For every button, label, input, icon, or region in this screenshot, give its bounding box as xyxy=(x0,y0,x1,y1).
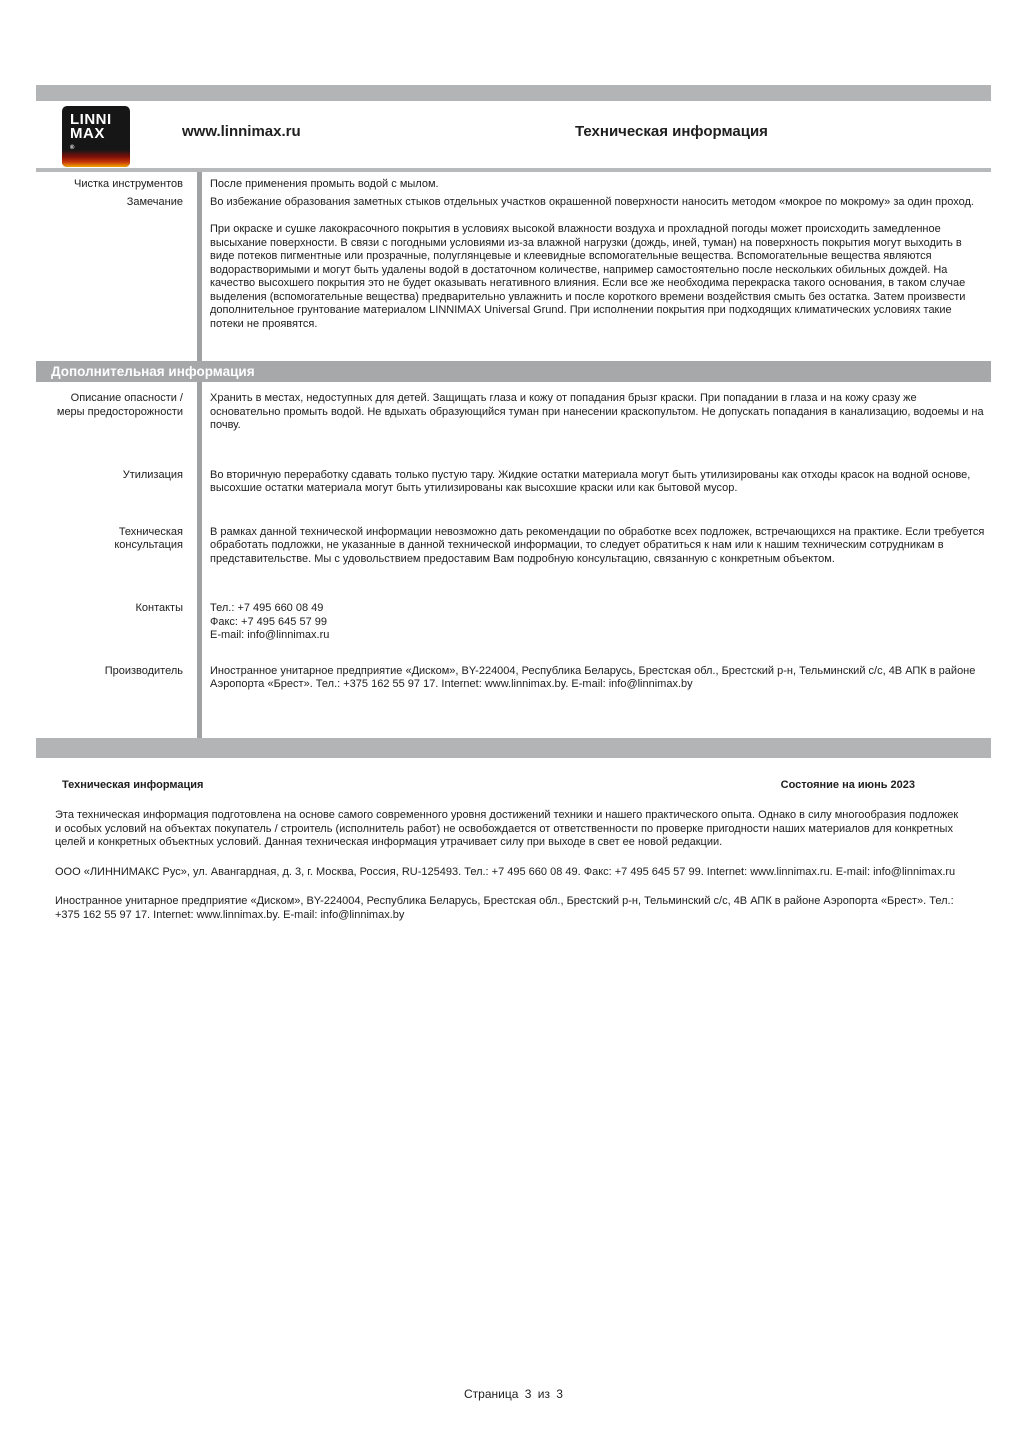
table-row-hazard xyxy=(36,392,991,433)
contact-email: E-mail: info@linnimax.ru xyxy=(210,629,330,641)
footer-company-ru: ООО «ЛИННИМАКС Рус», ул. Авангардная, д. 3, г. Москва, Россия, RU-125493. Тел.: +7 495 660 08 49. Факс: +7 495 645 57 99. Internet: www.linnimax.ru. E-mail: info@linnimax.ru xyxy=(55,865,956,878)
paragraph: Во избежание образования заметных стыков отдельных участков окрашенной поверхности наносить методом «мокрое по мокрому» за один проход. xyxy=(210,195,974,208)
row-content xyxy=(197,196,991,332)
registered-trademark-icon: ® xyxy=(70,145,75,151)
document-body xyxy=(36,85,991,938)
logo-text xyxy=(62,106,130,157)
table-row-disposal xyxy=(36,469,991,496)
vertical-divider xyxy=(197,172,202,361)
row-content xyxy=(197,526,991,567)
row-label-line: Техническая xyxy=(118,525,183,538)
row-label: Производитель xyxy=(104,664,183,677)
band-title: Дополнительная информация xyxy=(51,364,255,379)
paragraph: Хранить в местах, недоступных для детей. Защищать глаза и кожу от попадания брызг краски. При попадании в глаза и на кожу сразу же основательно промыть водой. Не вдыхать образующийся туман при нанесении краскопультом. Не допускать попадания в канализацию, водоемы и на почву. xyxy=(210,392,984,431)
top-gray-bar xyxy=(36,85,991,101)
logo-line2-text: MAX xyxy=(70,125,105,142)
row-label: Контакты xyxy=(135,602,183,614)
footer-status-date: Состояние на июнь 2023 xyxy=(780,778,915,791)
paragraph: При окраске и сушке лакокрасочного покрытия в условиях высокой влажности воздуха и прохладной погоды может происходить замедленное высыхание поверхности. В связи с погодными условиями из-за влажной нагрузки (дождь, иней, туман) на поверхность покрытия могут выходить в виде потеков пигментные или прозрачные, полуглянцевые и клеевидные вспомогательные вещества. Вспомогательные вещества являются водорастворимыми и могут быть удалены водой в достаточном количестве, например самостоятельно после нескольких обильных дождей. На качество высохшего покрытия это не будет оказывать негативного влияния. Если все же необходима перекраска такого основания, в таком случае выделения (вспомогательные вещества) предварительно увлажнить и после короткого времени воздействия смыть без остатка. Затем произвести дополнительное грунтование материалом LINNIMAX Universal Grund. При исполнении покрытия при подходящих климатических условиях такие потеки не проявятся. xyxy=(210,223,966,330)
contact-phone: Тел.: +7 495 660 08 49 xyxy=(210,602,324,614)
table-row-manufacturer xyxy=(36,665,991,692)
logo-line1: LINNI xyxy=(70,111,112,128)
row-label: Утилизация xyxy=(122,468,183,481)
document-header xyxy=(36,101,991,168)
row-content xyxy=(197,392,991,433)
row-label: Замечание xyxy=(126,195,183,208)
paragraph: Иностранное унитарное предприятие «Диском», BY-224004, Республика Беларусь, Брестская обл., Брестский р-н, Тельминский с/с, 4В АПК в районе Аэропорта «Брест». Тел.: +375 162 55 97 17. Internet: www.linnimax.by. E-mail: info@linnimax.by xyxy=(210,664,976,690)
footer-disclaimer: Эта техническая информация подготовлена на основе самого современного уровня достижений техники и нашего практического опыта. Однако в силу многообразия подложек и особых условий на объектах покупатель / строитель (исполнитель работ) не освобождается от ответственности по проверке пригодности наших материалов для конкретных целей и конкретных объектных условий. Данная техническая информация утрачивает силу при выходе в свет ее новой редакции. xyxy=(55,809,959,848)
row-content xyxy=(197,178,991,192)
table-row-cleaning xyxy=(36,178,991,192)
footer-title: Техническая информация xyxy=(62,778,204,791)
row-content xyxy=(197,469,991,496)
table-row-note xyxy=(36,196,991,332)
paragraph: После применения промыть водой с мылом. xyxy=(210,178,439,190)
document-title: Техническая информация xyxy=(575,123,768,140)
paragraph: Во вторичную переработку сдавать только пустую тару. Жидкие остатки материала могут быть утилизированы как отходы красок на водной основе, высохшие остатки материала могут быть утилизированы как высохшие краски или как бытовой мусор. xyxy=(210,468,971,494)
paragraph: В рамках данной технической информации невозможно дать рекомендации по обработке всех подложек, встречающихся на практике. Если требуется обработать подложки, не указанные в данной технической информации, то следует обратиться к нам или к нашим техническим сотрудникам в представительстве. Мы с удовольствием предоставим Вам подробную консультацию, связанную с конкретным объектом. xyxy=(210,525,985,565)
row-label-line: Описание опасности / xyxy=(70,392,183,404)
contact-fax: Факс: +7 495 645 57 99 xyxy=(210,615,327,628)
row-label-line: консультация xyxy=(114,539,183,551)
table-row-consulting xyxy=(36,526,991,567)
footer-company-by: Иностранное унитарное предприятие «Диском», BY-224004, Республика Беларусь, Брестская обл., Брестский р-н, Тельминский с/с, 4В АПК в районе Аэропорта «Брест». Тел.: +375 162 55 97 17. Internet: www.linnimax.by. E-mail: info@linnimax.by xyxy=(55,895,954,921)
vertical-divider xyxy=(197,382,202,738)
bottom-gray-bar xyxy=(36,738,991,758)
additional-info-section xyxy=(36,382,991,738)
linnimax-logo xyxy=(62,106,130,167)
page-number: Страница 3 из 3 xyxy=(464,1387,563,1401)
logo-line2 xyxy=(70,127,130,157)
main-info-section xyxy=(36,168,991,361)
row-label-line: меры предосторожности xyxy=(56,405,183,418)
row-label xyxy=(36,526,197,567)
legal-footer xyxy=(36,779,991,923)
row-label: Чистка инструментов xyxy=(73,178,183,190)
row-label xyxy=(36,392,197,433)
row-content xyxy=(197,665,991,692)
website-url: www.linnimax.ru xyxy=(182,123,301,140)
row-content xyxy=(197,602,991,643)
additional-info-band xyxy=(36,361,991,382)
footer-heading-row xyxy=(36,779,991,793)
table-row-contacts xyxy=(36,602,991,643)
